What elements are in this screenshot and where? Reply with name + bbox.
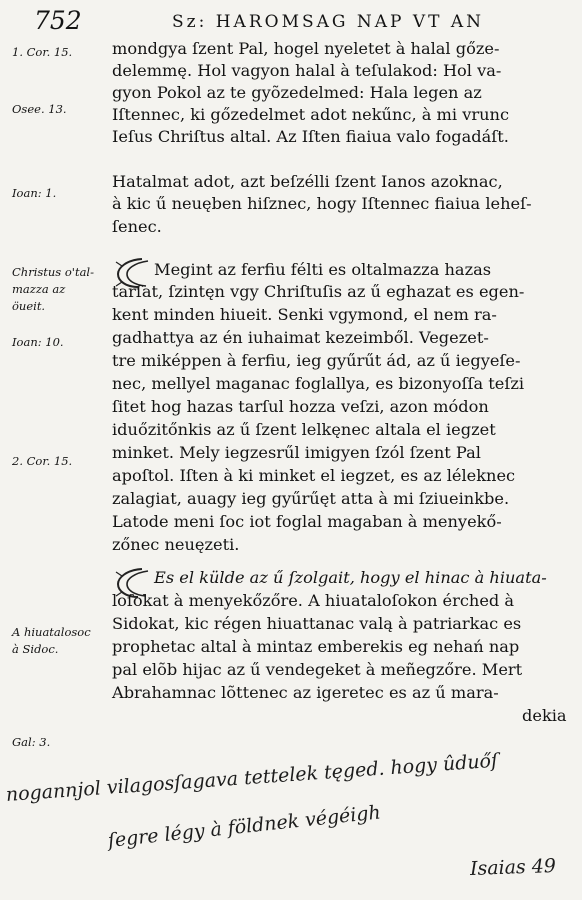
- text-line: Megint az ferfiu félti es oltalmazza hazas: [154, 260, 492, 279]
- margin-note: Ioan: 1.: [12, 186, 57, 200]
- text-line: iduőzitőnkis az ű ſzent lelkęnec altala el iegzet: [112, 420, 496, 439]
- margin-note: Ioan: 10.: [12, 335, 64, 349]
- margin-note: A hiuatalosoc à Sidoc.: [12, 625, 91, 656]
- text-line: zalagiat, auagy ieg gyűrűęt atta à mi ſziueinkbe.: [112, 489, 510, 508]
- text-line: Ieſus Chriſtus altal. Az Iſten fiaiua valo fogadáſt.: [112, 127, 509, 146]
- text-line: loſokat à menyekőzőre. A hiuataloſokon érched à: [112, 591, 515, 610]
- text-line: gyon Pokol az te gyõzedelmed: Hala legen az: [112, 83, 482, 102]
- text-line: mondgya ſzent Pal, hogel nyeletet à halal gőze-: [112, 39, 500, 58]
- text-line: Latode meni ſoc iot foglal magaban à menyekő-: [112, 512, 502, 531]
- text-line: tarſat, ſzintęn vgy Chriſtuſis az ű eghazat es egen-: [112, 282, 525, 301]
- text-line: ſitet hog hazas tarſul hozza veſzi, azon módon: [112, 397, 489, 416]
- margin-note: 2. Cor. 15.: [12, 454, 73, 468]
- text-line: zőnec neuęzeti.: [112, 535, 240, 554]
- text-line: pal elõb hijac az ű vendegeket à meñegzőre. Mert: [112, 660, 523, 679]
- text-line: à kic ű neuęben hiſznec, hogy Iſtennec fiaiua leheſ-: [112, 194, 532, 213]
- page-number: 752: [34, 6, 82, 35]
- text-line: Hatalmat adot, azt beſzélli ſzent Ianos azoknac,: [112, 172, 503, 191]
- handwritten-citation: Isaias 49: [469, 855, 557, 880]
- handwritten-note-line: ſegre légy à földnek végéigh: [106, 801, 382, 852]
- catchword: dekia: [522, 706, 567, 725]
- text-line: tre miképpen à ferfiu, ieg gyűrűt ád, az ű iegyeſe-: [112, 351, 521, 370]
- text-line: gadhattya az én iuhaimat kezeimből. Vegezet-: [112, 328, 489, 347]
- text-line: Abrahamnac lõttenec az igeretec es az ű mara-: [112, 683, 499, 702]
- margin-note: 1. Cor. 15.: [12, 45, 73, 59]
- margin-note: Christus o'tal- mazza az öueit.: [12, 265, 94, 313]
- text-line: apoſtol. Iſten à ki minket el iegzet, es az léleknec: [112, 466, 516, 485]
- handwritten-note-line: nogannjol vilagosſagava tettelek tęged. hogy ûduőſ: [5, 749, 499, 806]
- text-line: minket. Mely iegzesrűl imigyen ſzól ſzent Pal: [112, 443, 481, 462]
- running-head: Sz: HAROMSAG NAP VT AN: [172, 12, 485, 32]
- text-line: prophetac altal à mintaz emberekis eg nehań nap: [112, 637, 520, 656]
- page-header: [0, 6, 582, 36]
- margin-note: Gal: 3.: [12, 735, 51, 749]
- text-line: ſenec.: [112, 217, 162, 236]
- text-line: nec, mellyel maganac foglallya, es bizonyoſſa teſzi: [112, 374, 525, 393]
- text-line: Sidokat, kic régen hiuattanac valą à patriarkac es: [112, 614, 522, 633]
- margin-note: Osee. 13.: [12, 102, 67, 116]
- text-line: delemmę. Hol vagyon halal à teſulakod: Hol va-: [112, 61, 502, 80]
- text-line: kent minden hiueit. Senki vgymond, el nem ra-: [112, 305, 497, 324]
- text-line: Iſtennec, ki gőzedelmet adot nekűnc, à mi vrunc: [112, 105, 510, 124]
- text-line: Es el külde az ű ſzolgait, hogy el hinac à hiuata-: [154, 568, 547, 587]
